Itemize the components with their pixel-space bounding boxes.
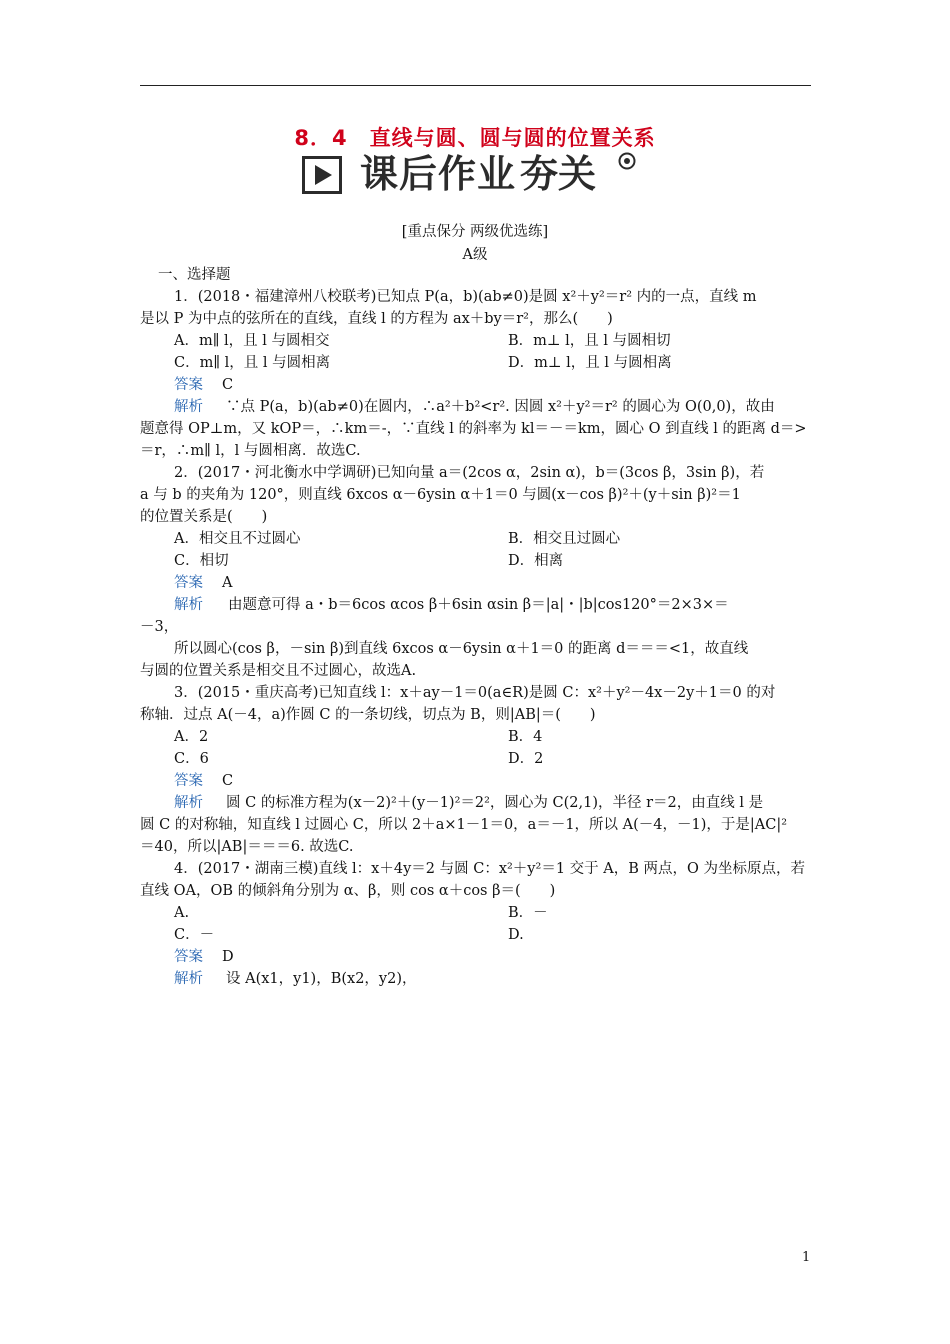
q1-analysis-label: 解析 <box>174 399 203 415</box>
q3-analysis-line-2: 圆 C 的对称轴，知直线 l 过圆心 C，所以 2＋a×1－1＝0，a＝－1，所以 A(－4，－1)，于是|AC|² <box>140 817 788 833</box>
header-rule <box>140 85 811 86</box>
question-2-line-3: 的位置关系是( ) <box>140 509 268 525</box>
level-heading: A级 <box>462 247 488 263</box>
q2-option-b: B．相交且过圆心 <box>508 531 621 547</box>
q4-answer: D <box>222 949 234 965</box>
q4-option-d: D. <box>508 927 524 943</box>
q4-answer-label: 答案 <box>174 949 203 965</box>
q1-answer: C <box>222 377 234 393</box>
q2-option-a: A．相交且不过圆心 <box>174 531 301 547</box>
q4-analysis-label: 解析 <box>174 971 203 987</box>
q4-analysis-line-1: 设 A(x1，y1)，B(x2，y2)， <box>226 971 417 987</box>
question-1-line-2: 是以 P 为中点的弦所在的直线，直线 l 的方程为 ax＋by＝r²，那么( ) <box>140 311 613 327</box>
question-4-line-1: 4．(2017・湖南三模)直线 l：x＋4y＝2 与圆 C：x²＋y²＝1 交于 A，B 两点，O 为坐标原点，若 <box>174 861 805 877</box>
brand-logo: 夯关 <box>520 152 597 196</box>
registered-mark-icon <box>618 152 636 170</box>
q2-analysis-label: 解析 <box>174 597 203 613</box>
q2-analysis-line-4: 与圆的位置关系是相交且不过圆心，故选A. <box>140 663 417 679</box>
q2-answer-label: 答案 <box>174 575 203 591</box>
question-1-line-1: 1．(2018・福建漳州八校联考)已知点 P(a，b)(ab≠0)是圆 x²＋y²＝r² 内的一点，直线 m <box>174 289 757 305</box>
q1-option-d: D．m⊥ l，且 l 与圆相离 <box>508 355 672 371</box>
q3-answer-label: 答案 <box>174 773 203 789</box>
q3-analysis-line-1: 圆 C 的标准方程为(x－2)²＋(y－1)²＝2²，圆心为 C(2,1)，半径 r＝2，由直线 l 是 <box>226 795 764 811</box>
question-2-line-1: 2．(2017・河北衡水中学调研)已知向量 a＝(2cos α，2sin α)，b＝(3cos β，3sin β)，若 <box>174 465 765 481</box>
q3-answer: C <box>222 773 234 789</box>
play-icon <box>302 156 342 194</box>
q1-analysis-line-3: ＝r，∴m∥ l，l 与圆相离．故选C. <box>140 443 361 459</box>
q1-analysis-line-1: ∵点 P(a，b)(ab≠0)在圆内，∴a²＋b²<r². 因圆 x²＋y²＝r² 的圆心为 O(0,0)，故由 <box>226 399 775 415</box>
q3-option-a: A．2 <box>174 729 209 745</box>
q3-option-b: B．4 <box>508 729 543 745</box>
question-4-line-2: 直线 OA，OB 的倾斜角分别为 α、β，则 cos α＋cos β＝( ) <box>140 883 556 899</box>
q1-analysis-line-2: 题意得 OP⊥m，又 kOP＝，∴km＝-，∵直线 l 的斜率为 kl＝－＝km，圆心 O 到直线 l 的距离 d＝> <box>140 421 807 437</box>
banner-title: 课后作业 <box>360 152 517 196</box>
section-title: 8．4 直线与圆、圆与圆的位置关系 <box>294 126 656 150</box>
q3-option-d: D．2 <box>508 751 544 767</box>
question-3-line-2: 称轴．过点 A(－4，a)作圆 C 的一条切线，切点为 B，则|AB|＝( ) <box>140 707 596 723</box>
q2-analysis-line-2: －3， <box>140 619 179 635</box>
section-heading: 一、选择题 <box>158 267 231 283</box>
q2-analysis-line-1: 由题意可得 a・b＝6cos αcos β＋6sin αsin β＝|a|・|b|cos120°＝2×3×＝ <box>228 597 729 613</box>
q1-option-b: B．m⊥ l，且 l 与圆相切 <box>508 333 671 349</box>
q2-answer: A <box>222 575 233 591</box>
q4-option-c: C．－ <box>174 927 215 943</box>
q3-analysis-line-3: ＝40，所以|AB|＝＝＝6. 故选C. <box>140 839 354 855</box>
q3-option-c: C．6 <box>174 751 209 767</box>
q1-answer-label: 答案 <box>174 377 203 393</box>
q1-option-a: A．m∥ l，且 l 与圆相交 <box>174 333 330 349</box>
q1-option-c: C．m∥ l，且 l 与圆相离 <box>174 355 331 371</box>
q4-option-a: A. <box>174 905 190 921</box>
q3-analysis-label: 解析 <box>174 795 203 811</box>
subtitle: [重点保分 两级优选练] <box>401 224 549 240</box>
q2-option-d: D．相离 <box>508 553 564 569</box>
question-3-line-1: 3．(2015・重庆高考)已知直线 l：x＋ay－1＝0(a∈R)是圆 C：x²＋y²－4x－2y＋1＝0 的对 <box>174 685 776 701</box>
q2-option-c: C．相切 <box>174 553 229 569</box>
homework-banner <box>302 150 652 198</box>
question-2-line-2: a 与 b 的夹角为 120°，则直线 6xcos α－6ysin α＋1＝0 与圆(x－cos β)²＋(y＋sin β)²＝1 <box>140 487 741 503</box>
q4-option-b: B．－ <box>508 905 548 921</box>
q2-analysis-line-3: 所以圆心(cos β，－sin β)到直线 6xcos α－6ysin α＋1＝0 的距离 d＝＝＝<1，故直线 <box>174 641 749 657</box>
page-number: 1 <box>802 1250 811 1265</box>
